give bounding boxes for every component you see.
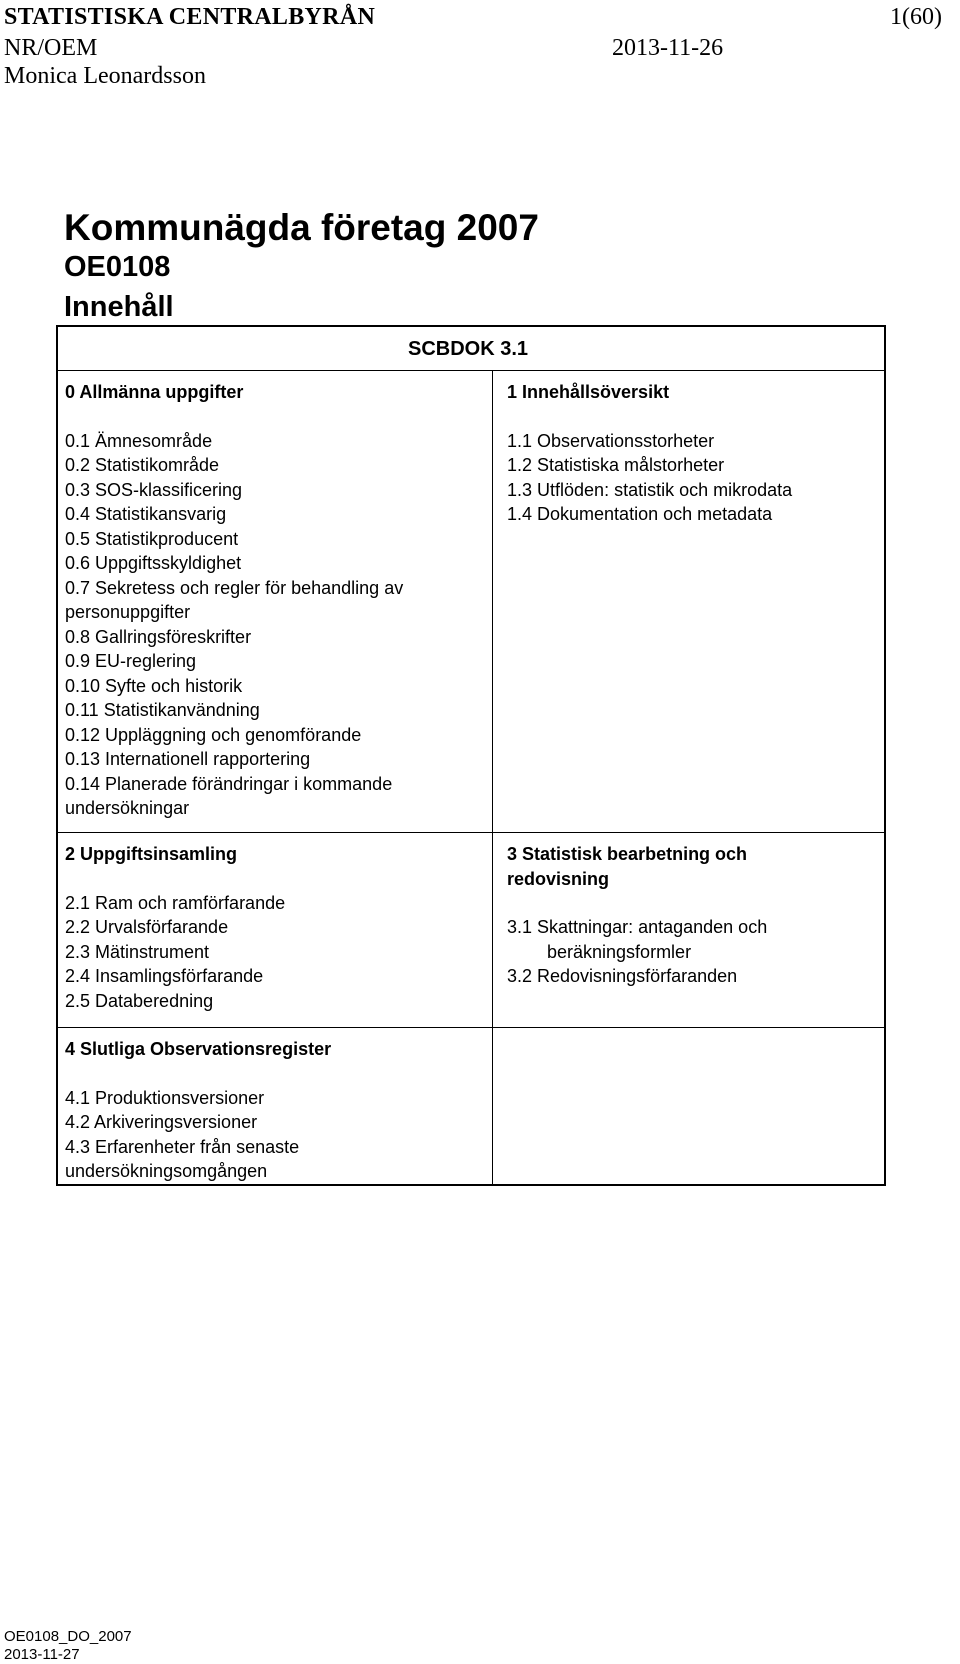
toc-item: 0.6 Uppgiftsskyldighet xyxy=(65,553,242,573)
toc-item: 2.1 Ram och ramförfarande xyxy=(65,892,286,913)
toc-section-4 xyxy=(65,1037,475,1184)
toc-item: 3.1 Skattningar: antaganden och beräkningsformler xyxy=(507,917,768,962)
toc-item: 0.5 Statistikproducent xyxy=(65,528,239,549)
toc-item: 1.2 Statistiska målstorheter xyxy=(507,455,725,475)
toc-divider xyxy=(56,832,886,833)
toc-section-heading: 1 Innehållsöversikt xyxy=(507,382,670,402)
organization-name: STATISTISKA CENTRALBYRÅN xyxy=(4,4,376,30)
document-title: Kommunägda företag 2007 xyxy=(64,207,539,248)
toc-item: 0.2 Statistikområde xyxy=(65,455,220,475)
toc-item: 1.1 Observationsstorheter xyxy=(507,430,715,451)
toc-section-heading: 2 Uppgiftsinsamling xyxy=(65,844,238,864)
toc-section-2 xyxy=(65,842,475,1013)
toc-item: 4.3 Erfarenheter från senaste undersökningsomgången xyxy=(65,1136,300,1181)
toc-item: 0.1 Ämnesområde xyxy=(65,430,213,451)
toc-item: 3.2 Redovisningsförfaranden xyxy=(507,966,738,986)
toc-item: 0.12 Uppläggning och genomförande xyxy=(65,724,362,745)
toc-divider xyxy=(56,1027,886,1028)
toc-item: 0.7 Sekretess och regler för behandling av personuppgifter xyxy=(65,577,404,622)
toc-caption: SCBDOK 3.1 xyxy=(408,338,529,360)
toc-item: 4.2 Arkiveringsversioner xyxy=(65,1112,258,1132)
toc-item: 2.2 Urvalsförfarande xyxy=(65,917,229,937)
page-number: 1(60) xyxy=(890,4,942,30)
toc-item: 0.9 EU-reglering xyxy=(65,651,197,671)
toc-item: 2.4 Insamlingsförfarande xyxy=(65,966,264,986)
toc-column-divider xyxy=(492,370,493,1185)
document-date: 2013-11-26 xyxy=(612,35,724,61)
toc-item: 4.1 Produktionsversioner xyxy=(65,1087,265,1108)
department: NR/OEM xyxy=(4,35,98,61)
toc-item: 1.4 Dokumentation och metadata xyxy=(507,504,773,524)
toc-item: 2.3 Mätinstrument xyxy=(65,941,210,962)
toc-item: 1.3 Utflöden: statistik och mikrodata xyxy=(507,479,793,500)
toc-section-3 xyxy=(507,842,907,989)
toc-item: 2.5 Databeredning xyxy=(65,990,214,1011)
footer-document-id: OE0108_DO_2007 xyxy=(4,1628,132,1645)
author: Monica Leonardsson xyxy=(4,63,206,89)
toc-item: 0.8 Gallringsföreskrifter xyxy=(65,626,252,647)
toc-item: 0.4 Statistikansvarig xyxy=(65,504,227,524)
footer-date: 2013-11-27 xyxy=(4,1646,80,1663)
contents-heading: Innehåll xyxy=(64,291,174,323)
toc-item: 0.3 SOS-klassificering xyxy=(65,479,243,500)
toc-section-heading: 3 Statistisk bearbetning och redovisning xyxy=(507,844,748,889)
toc-item: 0.14 Planerade förändringar i kommande undersökningar xyxy=(65,773,393,818)
toc-section-1 xyxy=(507,380,907,527)
toc-item: 0.11 Statistikanvändning xyxy=(65,700,260,720)
toc-section-heading: 0 Allmänna uppgifter xyxy=(65,382,244,402)
toc-item: 0.10 Syfte och historik xyxy=(65,675,243,696)
toc-section-heading: 4 Slutliga Observationsregister xyxy=(65,1039,332,1059)
toc-section-0 xyxy=(65,380,475,821)
product-code: OE0108 xyxy=(64,251,171,283)
toc-divider xyxy=(56,370,886,371)
toc-item: 0.13 Internationell rapportering xyxy=(65,749,311,769)
